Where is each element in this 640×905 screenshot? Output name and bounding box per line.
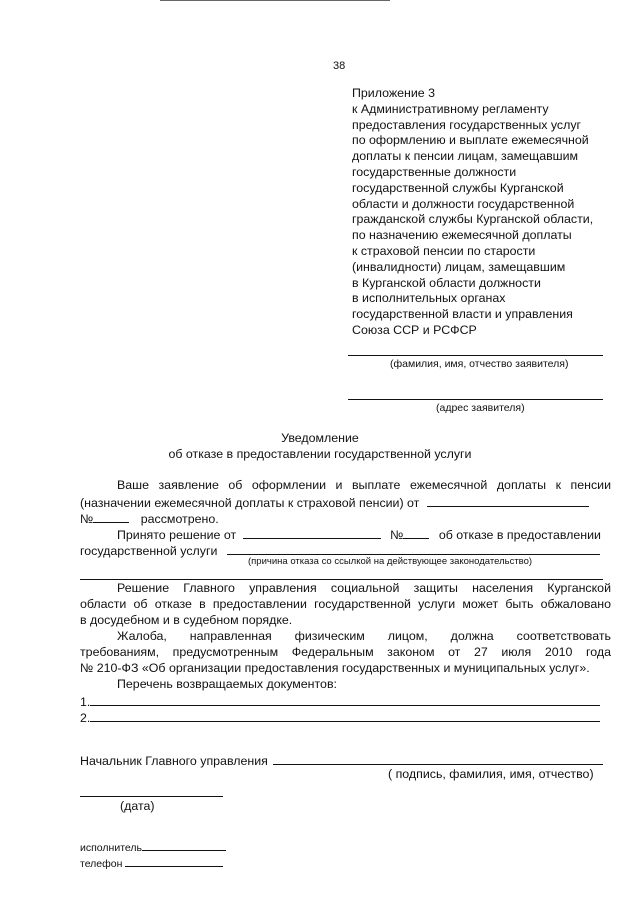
head-signature-row [80, 752, 603, 768]
executor-field[interactable] [142, 840, 226, 851]
application-number-field[interactable] [93, 510, 129, 523]
number-sign: № [390, 528, 404, 542]
phone-label: телефон [80, 858, 123, 870]
notice-title: Уведомление [281, 431, 359, 445]
executor-label: исполнитель [80, 842, 142, 854]
paragraph-1-text: (назначении ежемесячной доплаты к страховой пенсии) от [80, 496, 420, 510]
applicant-name-line[interactable] [348, 355, 603, 356]
paragraph-1-line-2 [80, 494, 589, 510]
considered-text: рассмотрено. [140, 512, 219, 526]
phone-row [80, 856, 223, 870]
notice-subtitle: об отказе в предоставлении государственной услуги [168, 447, 472, 461]
returned-document-field-2[interactable] [90, 709, 600, 722]
head-signature-caption: ( подпись, фамилия, имя, отчество) [388, 767, 594, 781]
application-date-field[interactable] [427, 494, 589, 507]
decision-number-field[interactable] [403, 526, 429, 539]
refusal-reason-caption: (причина отказа со ссылкой на действующее законодательство) [248, 556, 533, 567]
appendix-line: доплаты к пенсии лицам, замещавшим [352, 149, 579, 164]
appendix-line: по оформлению и выплате ежемесячной [352, 133, 589, 148]
date-caption: (дата) [120, 799, 155, 813]
decision-date-field[interactable] [243, 526, 381, 539]
appendix-line: гражданской службы Курганской области, [352, 212, 594, 227]
appendix-line: государственной власти и управления [352, 307, 573, 322]
appendix-line: государственной службы Курганской [352, 180, 564, 195]
list-item [80, 693, 600, 709]
paragraph-2-line-1 [117, 526, 601, 542]
paragraph-1-line-1: Ваше заявление об оформлении и выплате ежемесячной доплаты к пенсии [117, 478, 611, 492]
paragraph-1-line-3 [80, 510, 219, 526]
paragraph-3-line-1: Решение Главного управления социальной защиты населения Курганской [117, 581, 611, 595]
returned-document-field-1[interactable] [90, 693, 600, 706]
refusal-reason-field[interactable] [227, 542, 600, 555]
list-item [80, 709, 600, 725]
head-label: Начальник Главного управления [80, 754, 268, 768]
refusal-reason-line-2[interactable] [80, 579, 603, 580]
head-signature-field[interactable] [273, 752, 603, 765]
appendix-line: Приложение 3 [352, 86, 436, 100]
appendix-line: Союза ССР и РСФСР [352, 322, 477, 337]
refusal-text: об отказе в предоставлении [438, 528, 601, 542]
phone-field[interactable] [125, 856, 223, 867]
paragraph-4-line-3: № 210-ФЗ «Об организации предоставления государственных и муниципальных услуг». [80, 661, 590, 675]
returned-documents-heading: Перечень возвращаемых документов: [117, 677, 337, 691]
list-item-number: 1. [80, 695, 91, 709]
paragraph-4-line-2: требованиям, предусмотренным Федеральным законом от 27 июля 2010 года [80, 645, 611, 659]
applicant-name-caption: (фамилия, имя, отчество заявителя) [390, 358, 569, 370]
paragraph-3-line-2: области об отказе в предоставлении государственной услуги может быть обжаловано [80, 597, 611, 611]
appendix-line: (инвалидности) лицам, замещавшим [352, 259, 566, 274]
executor-row [80, 840, 226, 854]
appendix-line: к страховой пенсии по старости [352, 243, 536, 258]
decision-text: Принято решение от [117, 528, 237, 542]
appendix-line: государственные должности [352, 164, 517, 179]
number-sign: № [80, 512, 94, 526]
top-rule [160, 0, 390, 1]
applicant-address-caption: (адрес заявителя) [436, 402, 525, 414]
appendix-line: в исполнительных органах [352, 291, 506, 306]
appendix-line: по назначению ежемесячной доплаты [352, 228, 572, 243]
page-number: 38 [333, 60, 346, 72]
applicant-address-line[interactable] [348, 399, 603, 400]
date-field[interactable] [80, 796, 223, 797]
appendix-block [352, 86, 622, 339]
appendix-line: предоставления государственных услуг [352, 117, 582, 132]
paragraph-3-line-3: в досудебном и в судебном порядке. [80, 613, 293, 627]
appendix-line: области и должности государственной [352, 196, 575, 211]
list-item-number: 2. [80, 711, 91, 725]
paragraph-4-line-1: Жалоба, направленная физическим лицом, должна соответствовать [117, 629, 611, 643]
appendix-line: к Административному регламенту [352, 101, 549, 116]
service-text: государственной услуги [80, 544, 218, 558]
appendix-line: в Курганской области должности [352, 275, 541, 290]
